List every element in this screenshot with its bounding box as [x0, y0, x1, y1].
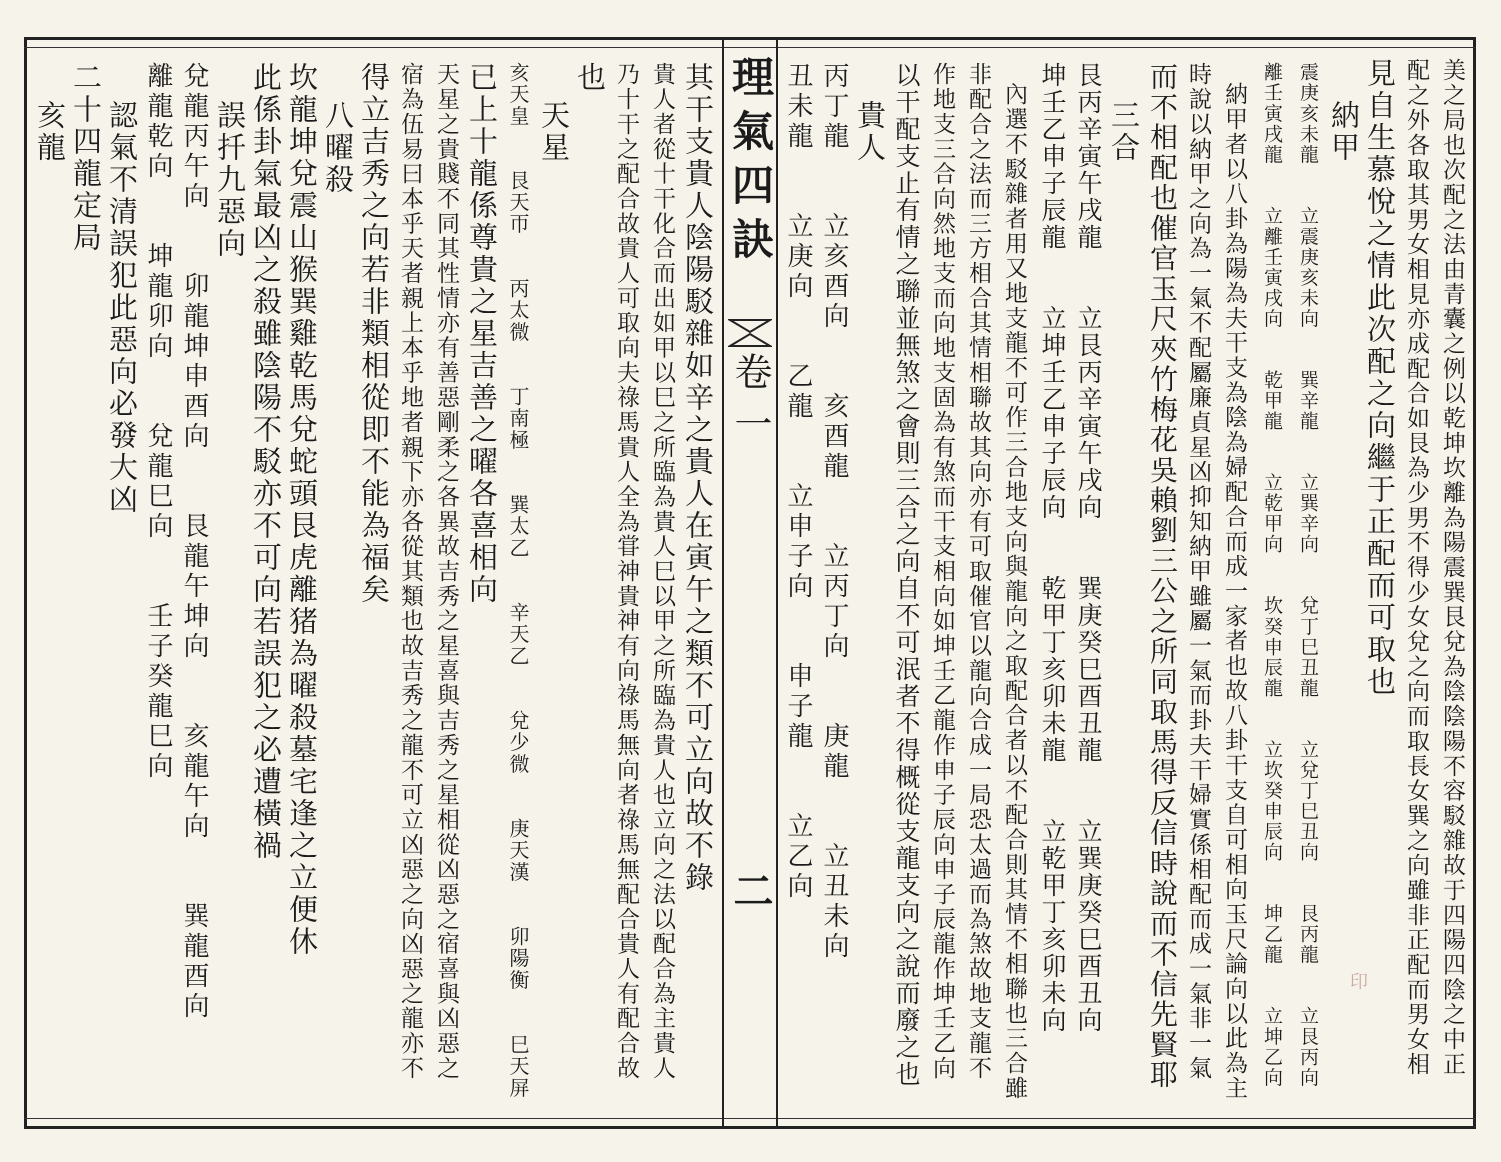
text-column: 此係卦氣最凶之殺雖陰陽不駁亦不可向若誤犯之必遭橫禍 [249, 62, 283, 862]
text-column: 貴人者從十干化合而出如甲以巳之所臨為貴人巳以甲之所臨為貴人也立向之法以配合為主貴人 [649, 62, 675, 1081]
text-column: 得立吉秀之向若非類相從即不能為福矣 [357, 62, 391, 606]
text-column: 以干配支止有情之聯並無煞之會則三合之向自不可泯者不得概從支龍支向之說而廢之也 [892, 62, 921, 1088]
section-heading: 三合 [1107, 100, 1141, 164]
page-number: 二 [727, 870, 774, 910]
section-heading: 八曜殺 [321, 100, 355, 196]
gutter-right-rule [776, 40, 778, 1126]
section-heading: 貴人 [853, 100, 887, 164]
text-column: 已上十龍係尊貴之星吉善之曜各喜相向 [465, 62, 499, 606]
text-column: 艮丙辛寅午戌龍 立艮丙辛寅午戌向 巽庚癸巳酉丑龍 立巽庚癸巳酉丑向 [1074, 62, 1103, 1034]
text-column: 離壬寅戌龍 立離壬寅戌向 乾甲龍 立乾甲向 坎癸申辰龍 立坎癸申辰向 坤乙龍 立坤乙向 [1261, 62, 1283, 1088]
frame-inner-bottom-rule [24, 1118, 1476, 1119]
text-column: 作地支三合向然地支而向地支固為有煞而干支相向如坤壬乙龍作申子辰向申子辰龍作坤壬乙向 [929, 62, 955, 1081]
text-column: 配之外各取其男女相見亦成配合如艮為少男不得少女兌之向而取長女巽之向雖非正配而男女相 [1403, 58, 1429, 1077]
book-title: 理氣四訣 [726, 55, 775, 271]
text-column: 內選不駁雜者用又地支龍不可作三合地支向與龍向之取配合者以不配合則其情不相聯也三合雖 [1001, 82, 1027, 1101]
text-column: 離龍乾向 坤龍卯向 兌龍巳向 壬子癸龍巳向 [143, 62, 173, 782]
text-column: 宿為伍易曰本乎天者親上本乎地者親下亦各從其類也故吉秀之龍不可立凶惡之向凶惡之龍亦不 [397, 62, 423, 1081]
text-column: 兌龍丙午向 卯龍坤申酉向 艮龍午坤向 亥龍午向 巽龍酉向 [179, 62, 209, 1022]
collector-stamp: 印 [1350, 972, 1368, 993]
text-column: 震庚亥未龍 立震庚亥未向 巽辛龍 立巽辛向 兌丁巳丑龍 立兌丁巳丑向 艮丙龍 立艮丙向 [1297, 62, 1319, 1088]
text-column: 非配合之法而三方相合其情相聯故其向亦有可取催官以龍向合成一局恐太過而為煞故地支龍不 [965, 62, 991, 1081]
text-column: 其干支貴人陰陽駁雜如辛之貴人在寅午之類不可立向故不錄 [681, 62, 715, 894]
frame-inner-top-rule [24, 47, 1476, 48]
text-column: 見自生慕悅之情此次配之向繼于正配而可取也 [1363, 58, 1397, 698]
text-column: 丑未龍 立庚向 乙龍 立申子向 申子龍 立乙向 [783, 62, 813, 902]
text-column: 天星之貴賤不同其性情亦有善惡剛柔之各異故吉秀之星喜與吉秀之星相從凶惡之宿喜與凶惡之 [433, 62, 459, 1081]
text-column: 乃十干之配合故貴人可取向夫祿馬貴人全為甞神貴神有向祿馬無向者祿馬無配合貴人有配合故 [613, 62, 639, 1081]
text-column: 認氣不清誤犯此惡向必發大凶 [105, 100, 139, 516]
text-column: 而不相配也催官玉尺夾竹梅花吳賴劉三公之所同取馬得反信時說而不信先賢耶 [1146, 62, 1179, 1091]
section-heading: 誤扦九惡向 [213, 100, 247, 260]
text-column: 亥龍 [33, 100, 67, 164]
text-column: 納甲者以八卦為陽為夫干支為陰為婦配合而成一家者也故八卦干支自可相向玉尺論向以此為主 [1221, 82, 1247, 1101]
text-column: 坤壬乙申子辰龍 立坤壬乙申子辰向 乾甲丁亥卯未龍 立乾甲丁亥卯未向 [1038, 62, 1067, 1034]
text-column: 也 [573, 62, 607, 94]
text-column: 美之局也次配之法由青囊之例以乾坤坎離為陽震巽艮兌為陰陰陽不容駁雜故于四陽四陰之中正 [1439, 58, 1465, 1077]
section-heading: 天星 [537, 100, 571, 164]
fishtail-ornament-icon [728, 318, 772, 348]
text-column: 丙丁龍 立亥酉向 亥酉龍 立丙丁向 庚龍 立丑未向 [819, 62, 849, 962]
text-column: 亥天皇 艮天帀 丙太微 丁南極 巽太乙 辛天乙 兌少微 庚天漢 卯陽衡 巳天屏 [506, 62, 530, 1099]
section-heading: 二十四龍定局 [69, 62, 103, 254]
section-heading: 納甲 [1327, 100, 1361, 164]
volume-label: 卷一 [728, 352, 772, 456]
text-column: 坎龍坤兌震山猴巽雞乾馬兌蛇頭艮虎離猪為曜殺墓宅逢之立便休 [285, 62, 319, 958]
text-column: 時說以納甲之向為一氣不配屬廉貞星凶抑知納甲雖屬一氣而卦夫干婦實係相配而成一氣非一氣 [1185, 62, 1211, 1081]
